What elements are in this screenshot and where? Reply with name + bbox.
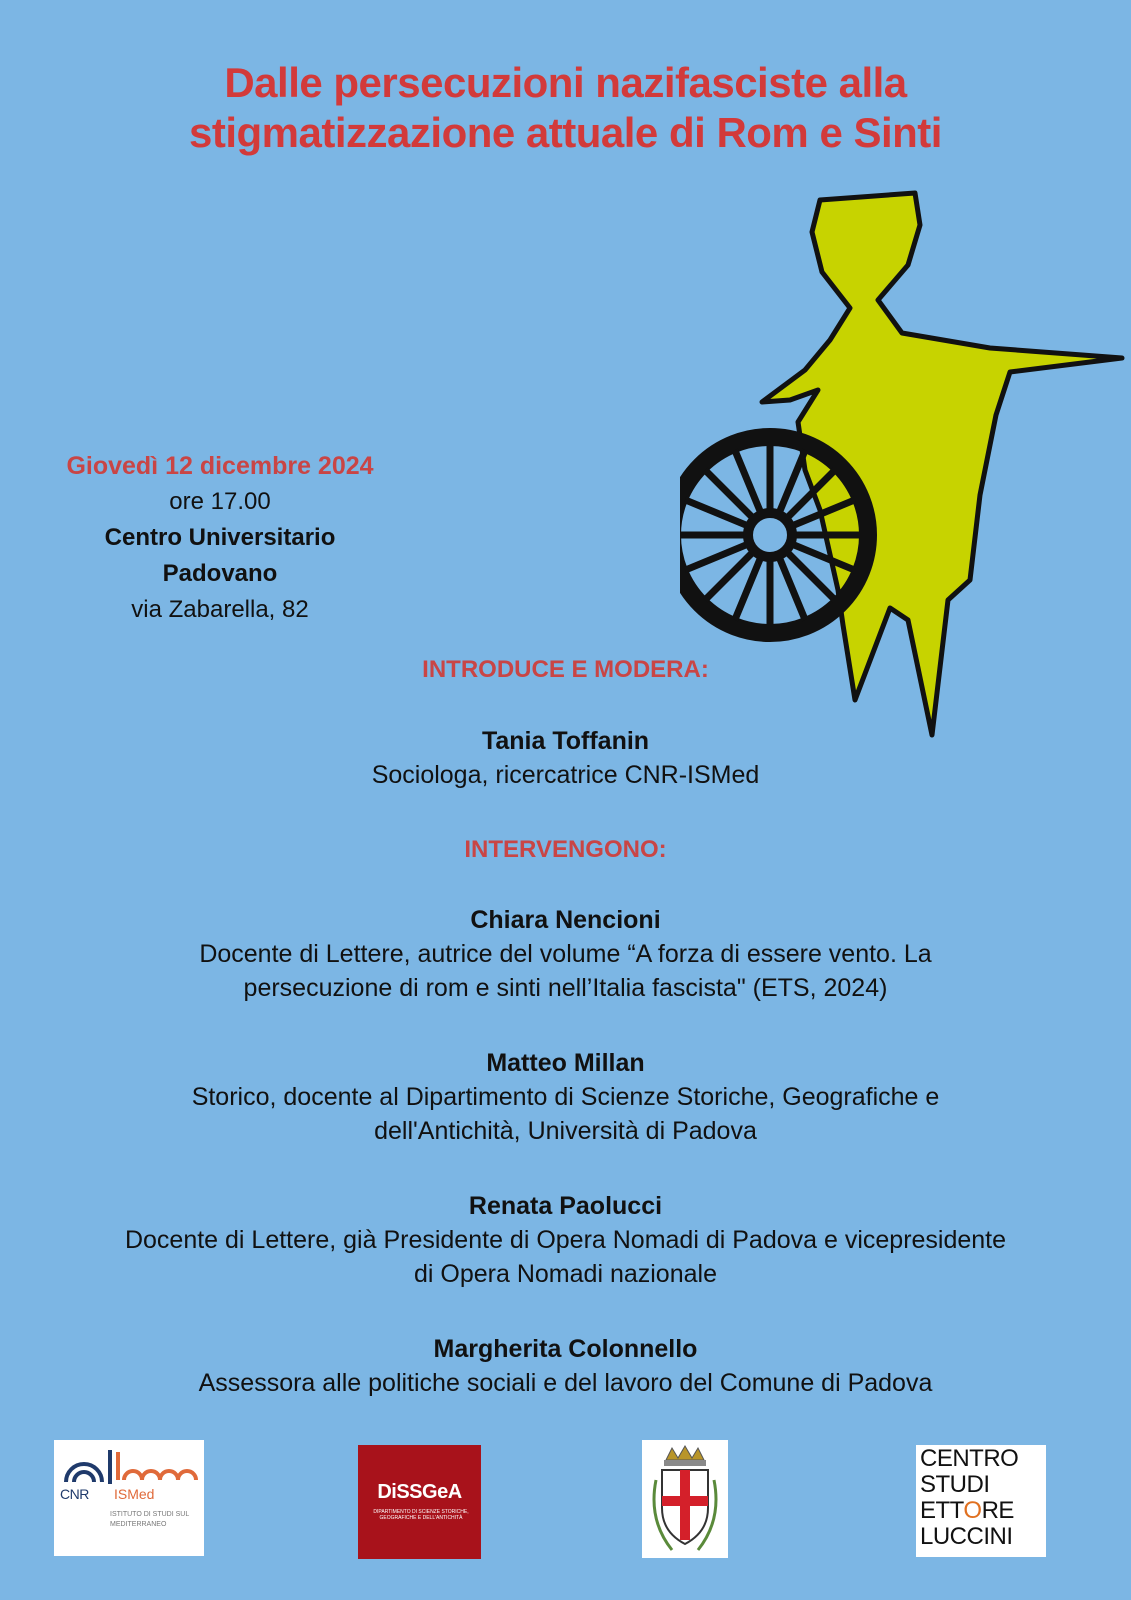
ismed-text: ISMed: [114, 1486, 155, 1502]
wheel-icon: [680, 437, 868, 633]
speaker-name: Matteo Millan: [486, 1049, 645, 1077]
event-date: Giovedì 12 dicembre 2024: [66, 452, 374, 480]
moderator-section-label: INTRODUCE E MODERA:: [422, 656, 709, 683]
moderator: [0, 724, 1131, 792]
speaker-item: [0, 903, 1131, 1005]
centro-studi-ettore-luccini-logo: [916, 1445, 1046, 1557]
speaker-role-line: Docente di Lettere, già Presidente di Opera Nomadi di Padova e vicepresidente: [124, 1226, 1007, 1254]
ismed-subtitle: ISTITUTO DI STUDI SUL MEDITERRANEO: [110, 1511, 189, 1528]
moderator-role: Sociologa, ricercatrice CNR-ISMed: [371, 761, 760, 789]
centro-line-2: STUDI: [920, 1471, 990, 1498]
cnr-mark-icon: [54, 1440, 204, 1490]
speaker-item: [0, 1332, 1131, 1400]
speaker-item: [0, 1189, 1131, 1291]
partner-logos: [0, 1440, 1131, 1560]
event-venue-line-1: Centro Universitario: [104, 524, 336, 551]
cnr-text: CNR: [60, 1486, 89, 1502]
speaker-role-line: dell'Antichità, Università di Padova: [374, 1117, 757, 1145]
speaker-name: Chiara Nencioni: [470, 906, 661, 934]
event-time: ore 17.00: [169, 488, 271, 515]
centro-line-4: LUCCINI: [920, 1523, 1013, 1550]
comune-di-padova-logo: [642, 1440, 728, 1558]
moderator-name: Tania Toffanin: [481, 727, 650, 755]
event-venue-line-2: Padovano: [162, 560, 278, 587]
speaker-role-line: Assessora alle politiche sociali e del lavoro del Comune di Padova: [198, 1369, 933, 1397]
speaker-name: Renata Paolucci: [468, 1192, 663, 1220]
speakers-section-label: INTERVENGONO:: [464, 836, 667, 863]
speaker-item: [0, 1046, 1131, 1148]
poster-title-line-2: stigmatizzazione attuale di Rom e Sinti: [189, 109, 942, 156]
dissgea-subtitle: DIPARTIMENTO DI SCIENZE STORICHE, GEOGRAFICHE E DELL'ANTICHITÀ: [373, 1509, 469, 1521]
centro-line-3: ETTORE: [920, 1497, 1014, 1524]
poster-title-line-1: Dalle persecuzioni nazifasciste alla: [224, 59, 907, 106]
event-address: via Zabarella, 82: [131, 596, 309, 623]
centro-line-1: CENTRO: [920, 1445, 1019, 1472]
poster-title: [0, 58, 1131, 158]
figure-body: [762, 193, 1122, 735]
dissgea-logo: [358, 1445, 481, 1559]
event-info: [20, 448, 420, 628]
cnr-ismed-logo: [54, 1440, 204, 1556]
speaker-role-line: Docente di Lettere, autrice del volume “A forza di essere vento. La: [199, 940, 932, 968]
speaker-role-line: di Opera Nomadi nazionale: [414, 1260, 717, 1288]
speaker-name: Margherita Colonnello: [433, 1335, 698, 1363]
speaker-role-line: persecuzione di rom e sinti nell’Italia fascista" (ETS, 2024): [243, 974, 888, 1002]
padova-coat-of-arms-icon: [642, 1440, 728, 1558]
speaker-role-line: Storico, docente al Dipartimento di Scienze Storiche, Geografiche e: [191, 1083, 940, 1111]
dissgea-name: DiSSGeA: [377, 1481, 462, 1503]
